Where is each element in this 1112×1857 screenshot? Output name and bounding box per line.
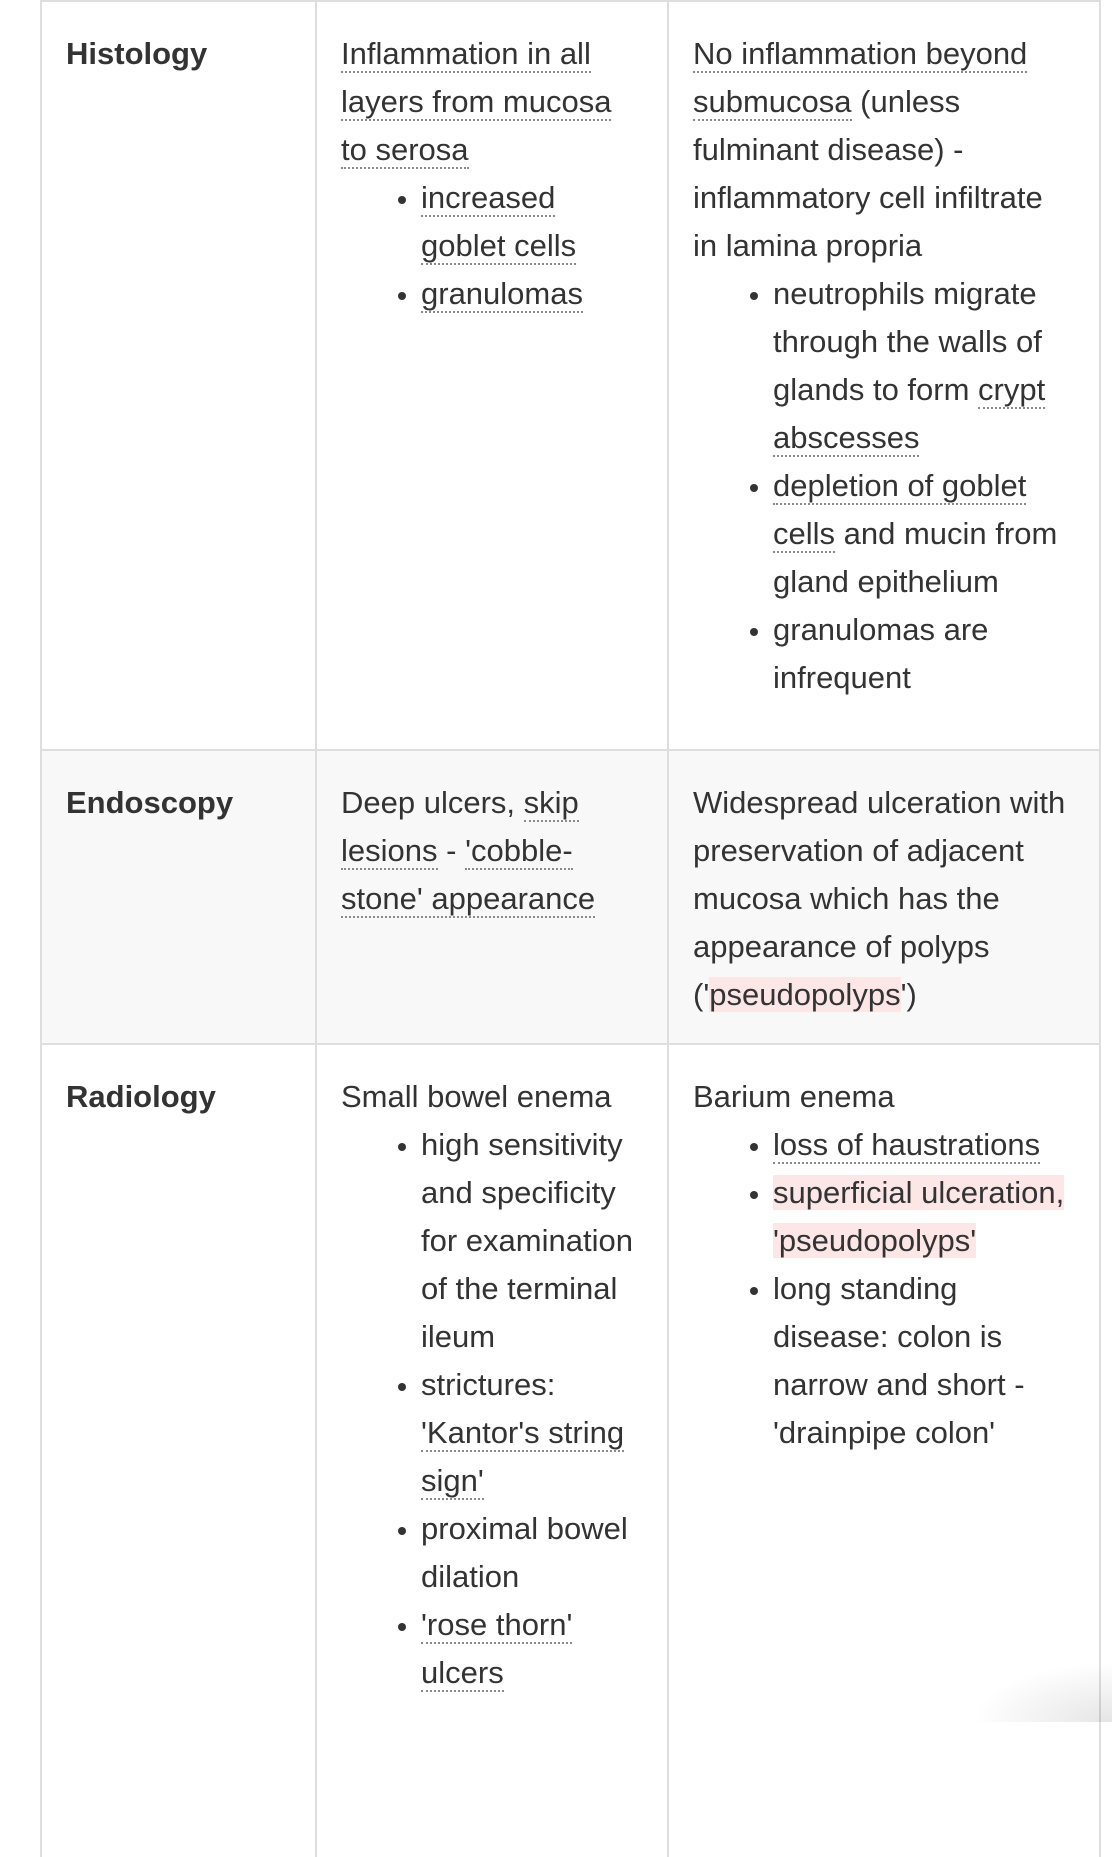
glossary-term[interactable]: No inflammation beyond submucosa — [693, 36, 1028, 119]
cell-intro — [693, 779, 1075, 1019]
cell-text: proximal bowel dilation — [421, 1511, 628, 1594]
highlighted-text: superficial ulceration, 'pseudopolyps' — [773, 1175, 1065, 1258]
bullet-list — [341, 1121, 643, 1697]
bullet-list — [693, 270, 1075, 702]
cell-text: and mucin from gland epithelium — [773, 516, 1058, 599]
list-item — [421, 1361, 643, 1505]
uc-cell-histology — [668, 1, 1100, 750]
row-header-histology: Histology — [41, 1, 316, 750]
glossary-term[interactable]: crypt abscesses — [773, 372, 1046, 455]
row-header-endoscopy: Endoscopy — [41, 750, 316, 1044]
cell-text: Widespread ulceration with preservation of adjacent mucosa which has the appearance of polyps (' — [693, 785, 1066, 1012]
glossary-term[interactable]: loss of haustrations — [773, 1127, 1041, 1162]
uc-cell-endoscopy — [668, 750, 1100, 1044]
cell-text: ') — [900, 977, 917, 1012]
crohns-cell-histology — [316, 1, 668, 750]
list-item — [773, 1169, 1075, 1265]
bullet-list — [693, 1121, 1075, 1457]
list-item — [773, 1265, 1075, 1457]
list-item — [773, 606, 1075, 702]
glossary-term[interactable]: depletion of goblet cells — [773, 468, 1027, 551]
cell-text: high sensitivity and specificity for examination of the terminal ileum — [421, 1127, 633, 1354]
cell-text: long standing disease: colon is narrow and short - 'drainpipe colon' — [773, 1271, 1025, 1450]
table-row — [41, 1044, 1100, 1857]
table-row — [41, 1, 1100, 750]
cell-text: granulomas are infrequent — [773, 612, 989, 695]
cell-text: (unless fulminant disease) - inflammatory cell infiltrate in lamina propria — [693, 84, 1043, 263]
comparison-table — [40, 0, 1101, 1857]
glossary-term[interactable]: 'Kantor's string sign' — [421, 1415, 625, 1498]
uc-cell-radiology — [668, 1044, 1100, 1857]
cell-intro — [341, 1073, 643, 1121]
list-item — [421, 270, 643, 318]
cell-intro — [341, 30, 643, 174]
cell-text: Deep ulcers, — [341, 785, 524, 820]
list-item — [421, 1505, 643, 1601]
cell-intro — [341, 779, 643, 923]
crohns-cell-radiology — [316, 1044, 668, 1857]
glossary-term[interactable]: increased goblet cells — [421, 180, 577, 263]
list-item — [773, 1121, 1075, 1169]
glossary-term[interactable]: granulomas — [421, 276, 583, 311]
glossary-term[interactable]: Inflammation in all layers from mucosa to serosa — [341, 36, 612, 167]
highlighted-text: pseudopolyps — [709, 977, 901, 1012]
cell-text: - — [437, 833, 466, 868]
crohns-cell-endoscopy — [316, 750, 668, 1044]
table-row — [41, 750, 1100, 1044]
cell-intro — [693, 30, 1075, 270]
list-item — [773, 270, 1075, 462]
list-item — [421, 174, 643, 270]
glossary-term[interactable]: 'rose thorn' ulcers — [421, 1607, 573, 1690]
cell-text: Barium enema — [693, 1079, 895, 1114]
glossary-term[interactable]: 'cobble-stone' appearance — [341, 833, 596, 916]
bullet-list — [341, 174, 643, 318]
cell-intro — [693, 1073, 1075, 1121]
row-header-radiology: Radiology — [41, 1044, 316, 1857]
list-item — [421, 1601, 643, 1697]
cell-text: Small bowel enema — [341, 1079, 612, 1114]
cell-text: strictures: — [421, 1367, 556, 1402]
list-item — [773, 462, 1075, 606]
cell-text: neutrophils migrate through the walls of glands to form — [773, 276, 1042, 407]
glossary-term[interactable]: skip lesions — [341, 785, 579, 868]
list-item — [421, 1121, 643, 1361]
